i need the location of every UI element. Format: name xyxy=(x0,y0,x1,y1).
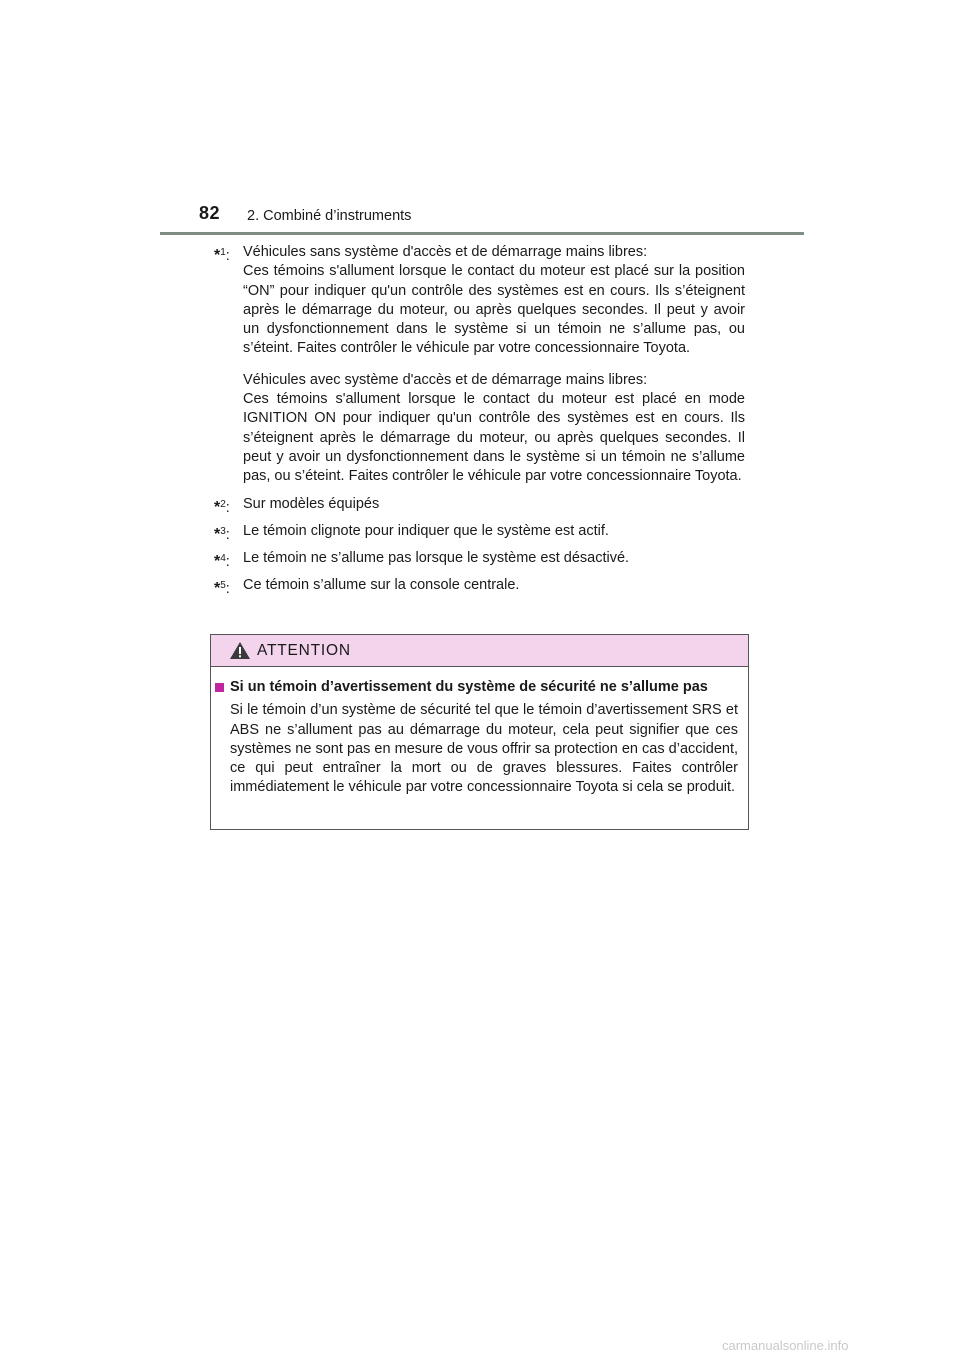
footnote-5 xyxy=(214,576,745,598)
footnote-marker: *$^4$: xyxy=(214,553,230,571)
footnotes xyxy=(214,243,745,596)
footnote-text: Sur modèles équipés xyxy=(243,495,380,512)
footnote-paragraph: Ces témoins s'allument lorsque le contact du moteur est placé en mode IGNITION ON pour indiquer qu'un contrôle des systèmes est en cours. Ils s’éteignent après le démarrage du moteur, ou après quelques secondes. Il peut y avoir un dysfonctionnement dans le système si un témoin ne s’allume pas, ou s’éteint. Faites contrôler le véhicule par votre concessionnaire Toyota. xyxy=(243,391,745,485)
watermark: carmanualsonline.info xyxy=(722,1338,849,1353)
warning-box xyxy=(210,634,749,830)
footnote-paragraph: Véhicules avec système d'accès et de démarrage mains libres: xyxy=(243,371,648,388)
section-title: 2. Combiné d’instruments xyxy=(247,208,412,224)
footnote-3 xyxy=(214,522,745,541)
warning-title: ATTENTION xyxy=(257,642,351,659)
footnote-paragraph: Ces témoins s'allument lorsque le contact du moteur est placé sur la position “ON” pour indiquer qu'un contrôle des systèmes est en cours. Ils s’éteignent après le démarrage du moteur, ou après quelques secondes. Il peut y avoir un dysfonctionnement dans le système si un témoin ne s’allume pas, ou s’éteint. Faites contrôler le véhicule par votre concessionnaire Toyota. xyxy=(243,263,745,357)
warning-body xyxy=(211,667,748,798)
footnote-2 xyxy=(214,495,745,514)
warning-heading-text: Si un témoin d’avertissement du système de sécurité ne s’allume pas xyxy=(230,679,708,695)
footnote-marker: *$^1$: xyxy=(214,247,230,264)
header-divider xyxy=(160,232,804,235)
warning-header xyxy=(211,635,748,667)
square-bullet-icon xyxy=(215,683,224,692)
footnote-text: Le témoin clignote pour indiquer que le système est actif. xyxy=(243,522,609,539)
footnote-4 xyxy=(214,549,745,571)
warning-text: Si le témoin d’un système de sécurité tel que le témoin d’avertissement SRS et ABS ne s’allument pas au démarrage du moteur, cela peut signifier que ces systèmes ne sont pas en mesure de vous offrir sa protection en cas d’accident, ce qui peut entraîner la mort ou de graves blessures. Faites contrôler immédiatement le véhicule par votre concessionnaire Toyota si cela se produit. xyxy=(230,702,738,796)
footnote-paragraph: Véhicules sans système d'accès et de démarrage mains libres: xyxy=(243,244,648,260)
footnote-text: Ce témoin s’allume sur la console centrale. xyxy=(243,577,520,594)
footnote-marker: *$^3$: xyxy=(214,525,230,543)
page-number: 82 xyxy=(199,203,221,223)
warning-triangle-icon xyxy=(230,642,250,659)
footnote-marker: *$^2$: xyxy=(214,498,230,516)
warning-heading xyxy=(215,678,738,697)
footnote-text: Le témoin ne s’allume pas lorsque le système est désactivé. xyxy=(243,550,630,567)
footnote-1 xyxy=(214,243,745,487)
footnote-marker: *$^5$: xyxy=(214,580,230,598)
